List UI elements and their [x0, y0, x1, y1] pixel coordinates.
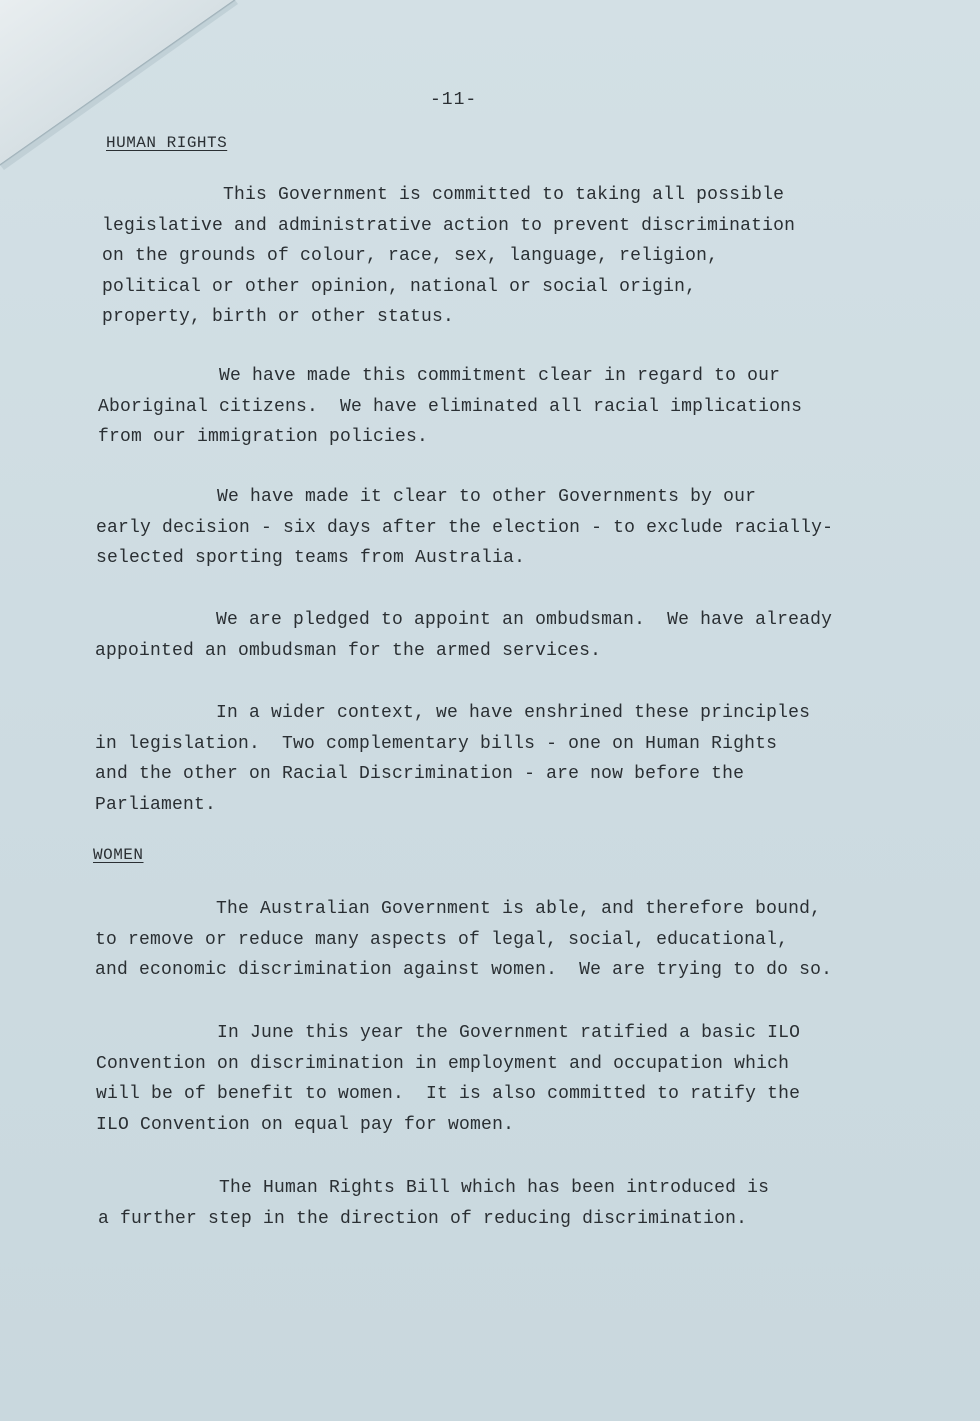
- paragraph: [98, 361, 802, 453]
- text-line: Convention on discrimination in employment and occupation which: [96, 1053, 790, 1074]
- paragraph: [98, 1173, 769, 1234]
- text-line: In June this year the Government ratified a basic ILO: [96, 1023, 801, 1043]
- paragraph: [95, 605, 832, 666]
- text-line: selected sporting teams from Australia.: [96, 548, 526, 568]
- text-line: and economic discrimination against women. We are trying to do so.: [95, 960, 833, 980]
- section-heading-women: WOMEN: [93, 846, 144, 864]
- text-line: In a wider context, we have enshrined these principles: [95, 703, 811, 723]
- text-line: The Australian Government is able, and therefore bound,: [95, 899, 822, 919]
- paragraph: [102, 180, 795, 333]
- paragraph: [95, 698, 810, 820]
- text-line: a further step in the direction of reducing discrimination.: [98, 1208, 748, 1229]
- text-line: We have made this commitment clear in regard to our: [98, 366, 781, 386]
- text-line: on the grounds of colour, race, sex, language, religion,: [102, 246, 719, 266]
- text-line: The Human Rights Bill which has been introduced is: [98, 1178, 770, 1198]
- paragraph: [95, 894, 832, 986]
- page-number: -11-: [430, 90, 478, 110]
- text-line: political or other opinion, national or social origin,: [102, 276, 697, 297]
- text-line: ILO Convention on equal pay for women.: [96, 1114, 515, 1135]
- text-line: to remove or reduce many aspects of legal, social, educational,: [95, 929, 789, 950]
- paragraph: [96, 1018, 800, 1140]
- text-line: This Government is committed to taking all possible: [102, 185, 785, 205]
- text-line: from our immigration policies.: [98, 427, 429, 447]
- text-line: in legislation. Two complementary bills - one on Human Rights: [95, 733, 778, 754]
- text-line: early decision - six days after the election - to exclude racially-: [96, 517, 834, 538]
- text-line: legislative and administrative action to prevent discrimination: [102, 215, 796, 236]
- paragraph: [96, 482, 833, 574]
- section-heading-human-rights: HUMAN RIGHTS: [106, 134, 228, 152]
- text-line: Aboriginal citizens. We have eliminated all racial implications: [98, 396, 803, 417]
- folded-corner-graphic: [0, 0, 250, 180]
- text-line: Parliament.: [95, 794, 217, 815]
- text-line: will be of benefit to women. It is also committed to ratify the: [96, 1084, 801, 1104]
- text-line: We are pledged to appoint an ombudsman. We have already: [95, 610, 833, 630]
- text-line: We have made it clear to other Governments by our: [96, 487, 757, 507]
- text-line: appointed an ombudsman for the armed services.: [95, 640, 602, 661]
- text-line: property, birth or other status.: [102, 307, 455, 327]
- text-line: and the other on Racial Discrimination - are now before the: [95, 764, 745, 784]
